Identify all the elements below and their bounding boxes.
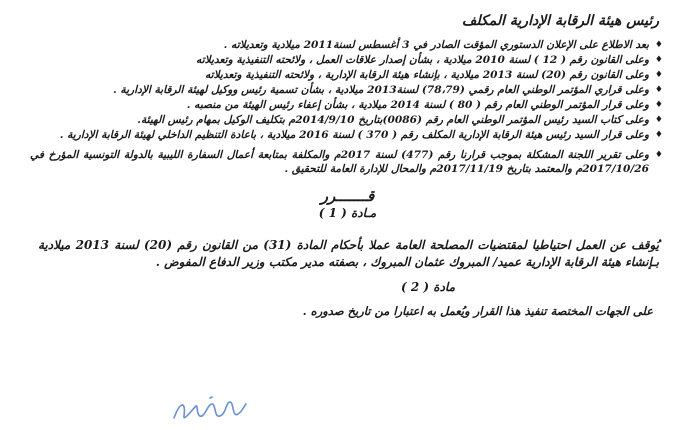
- reference-item: [30, 38, 665, 52]
- signature-mark: [170, 392, 250, 426]
- reference-text: وعلى قرار المؤتمر الوطني العام رقم ( 80 ) لسنة 2014 ميلادية ، بشأن إعفاء رئيس الهيئة من منصبه .: [186, 99, 649, 111]
- reference-item: [30, 68, 665, 82]
- reference-item: [30, 53, 665, 67]
- reference-item: [30, 83, 665, 97]
- reference-text: وعلى قرار السيد رئيس هيئة الرقابة الإدارية المكلف رقم ( 370 ) لسنة 2016 ميلادية ، باعادة التنظيم الداخلي لهيئة الرقابة الإدارية .: [59, 129, 649, 141]
- references-list: [30, 38, 665, 176]
- article-2-text: على الجهات المختصة تنفيذ هذا القرار ويُعمل به اعتبارا من تاريخ صدوره .: [302, 304, 653, 318]
- diamond-bullet-icon: ♦: [654, 115, 663, 125]
- reference-text: بعد الاطلاع على الإعلان الدستوري المؤقت الصادر في 3 أغسطس لسنة2011 ميلادية وتعديلاته .: [223, 39, 649, 51]
- reference-text: وعلى تقرير اللجنة المشكلة بموجب قرارنا رقم (477) لسنة 2017م والمكلفة بمتابعة أعمال السفارة الليبية بالدولة التونسية المؤرخ في 2017/10/26م والمعتمد بتاريخ 2017/11/19م والمحال للإدارة العامة للتحقيق .: [30, 149, 649, 175]
- reference-text: وعلى القانون رقم ( 12 ) لسنة 2010 ميلادية ، بشأن إصدار علاقات العمل ، ولائحته التنفيذية وتعديلاته: [196, 54, 649, 66]
- article-1-label: مـادة ( 1 ): [318, 206, 377, 220]
- diamond-bullet-icon: ♦: [654, 40, 663, 50]
- reference-text: وعلى القانون رقم (20) لسنة 2013 ميلادية ، بإنشاء هيئة الرقابة الإدارية ، ولائحته التنفيذية وتعديلاته: [204, 69, 649, 81]
- diamond-bullet-icon: ♦: [654, 130, 663, 140]
- reference-item: [30, 148, 665, 176]
- diamond-bullet-icon: ♦: [654, 100, 663, 110]
- reference-item: [30, 98, 665, 112]
- diamond-bullet-icon: ♦: [654, 150, 663, 160]
- diamond-bullet-icon: ♦: [654, 70, 663, 80]
- article-1-text: يُوقف عن العمل احتياطيا لمقتضيات المصلحة العامة عملا بأحكام المادة (31) من القانون رقم (20) لسنة 2013 ميلادية بـإنشاء هيئة الرقابة الإدارية عميد/ المبروك عثمان المبروك ، بصفته مدير مكتب وزير الدفاع المفوض .: [38, 238, 659, 269]
- document-heading: رئيس هيئة الرقابة الإدارية المكلف: [461, 13, 659, 29]
- decision-title: قـــــــرر: [320, 187, 375, 205]
- reference-item: [30, 113, 665, 127]
- diamond-bullet-icon: ♦: [654, 55, 663, 65]
- reference-text: وعلى كتاب السيد رئيس المؤتمر الوطني العام رقم (0086)بتاريخ 2014/9/10م بتكليف الوكيل بمهام رئيس الهيئة.: [137, 114, 649, 126]
- reference-text: وعلى قراري المؤتمر الوطني العام رقمي (78،79) لسنة2013 ميلادية ، بشأن تسمية رئيس ووكيل لهيئة الرقابة الإدارية .: [113, 84, 649, 96]
- article-2-label: مادة ( 2 ): [401, 280, 455, 294]
- diamond-bullet-icon: ♦: [654, 85, 663, 95]
- reference-item: [30, 128, 665, 142]
